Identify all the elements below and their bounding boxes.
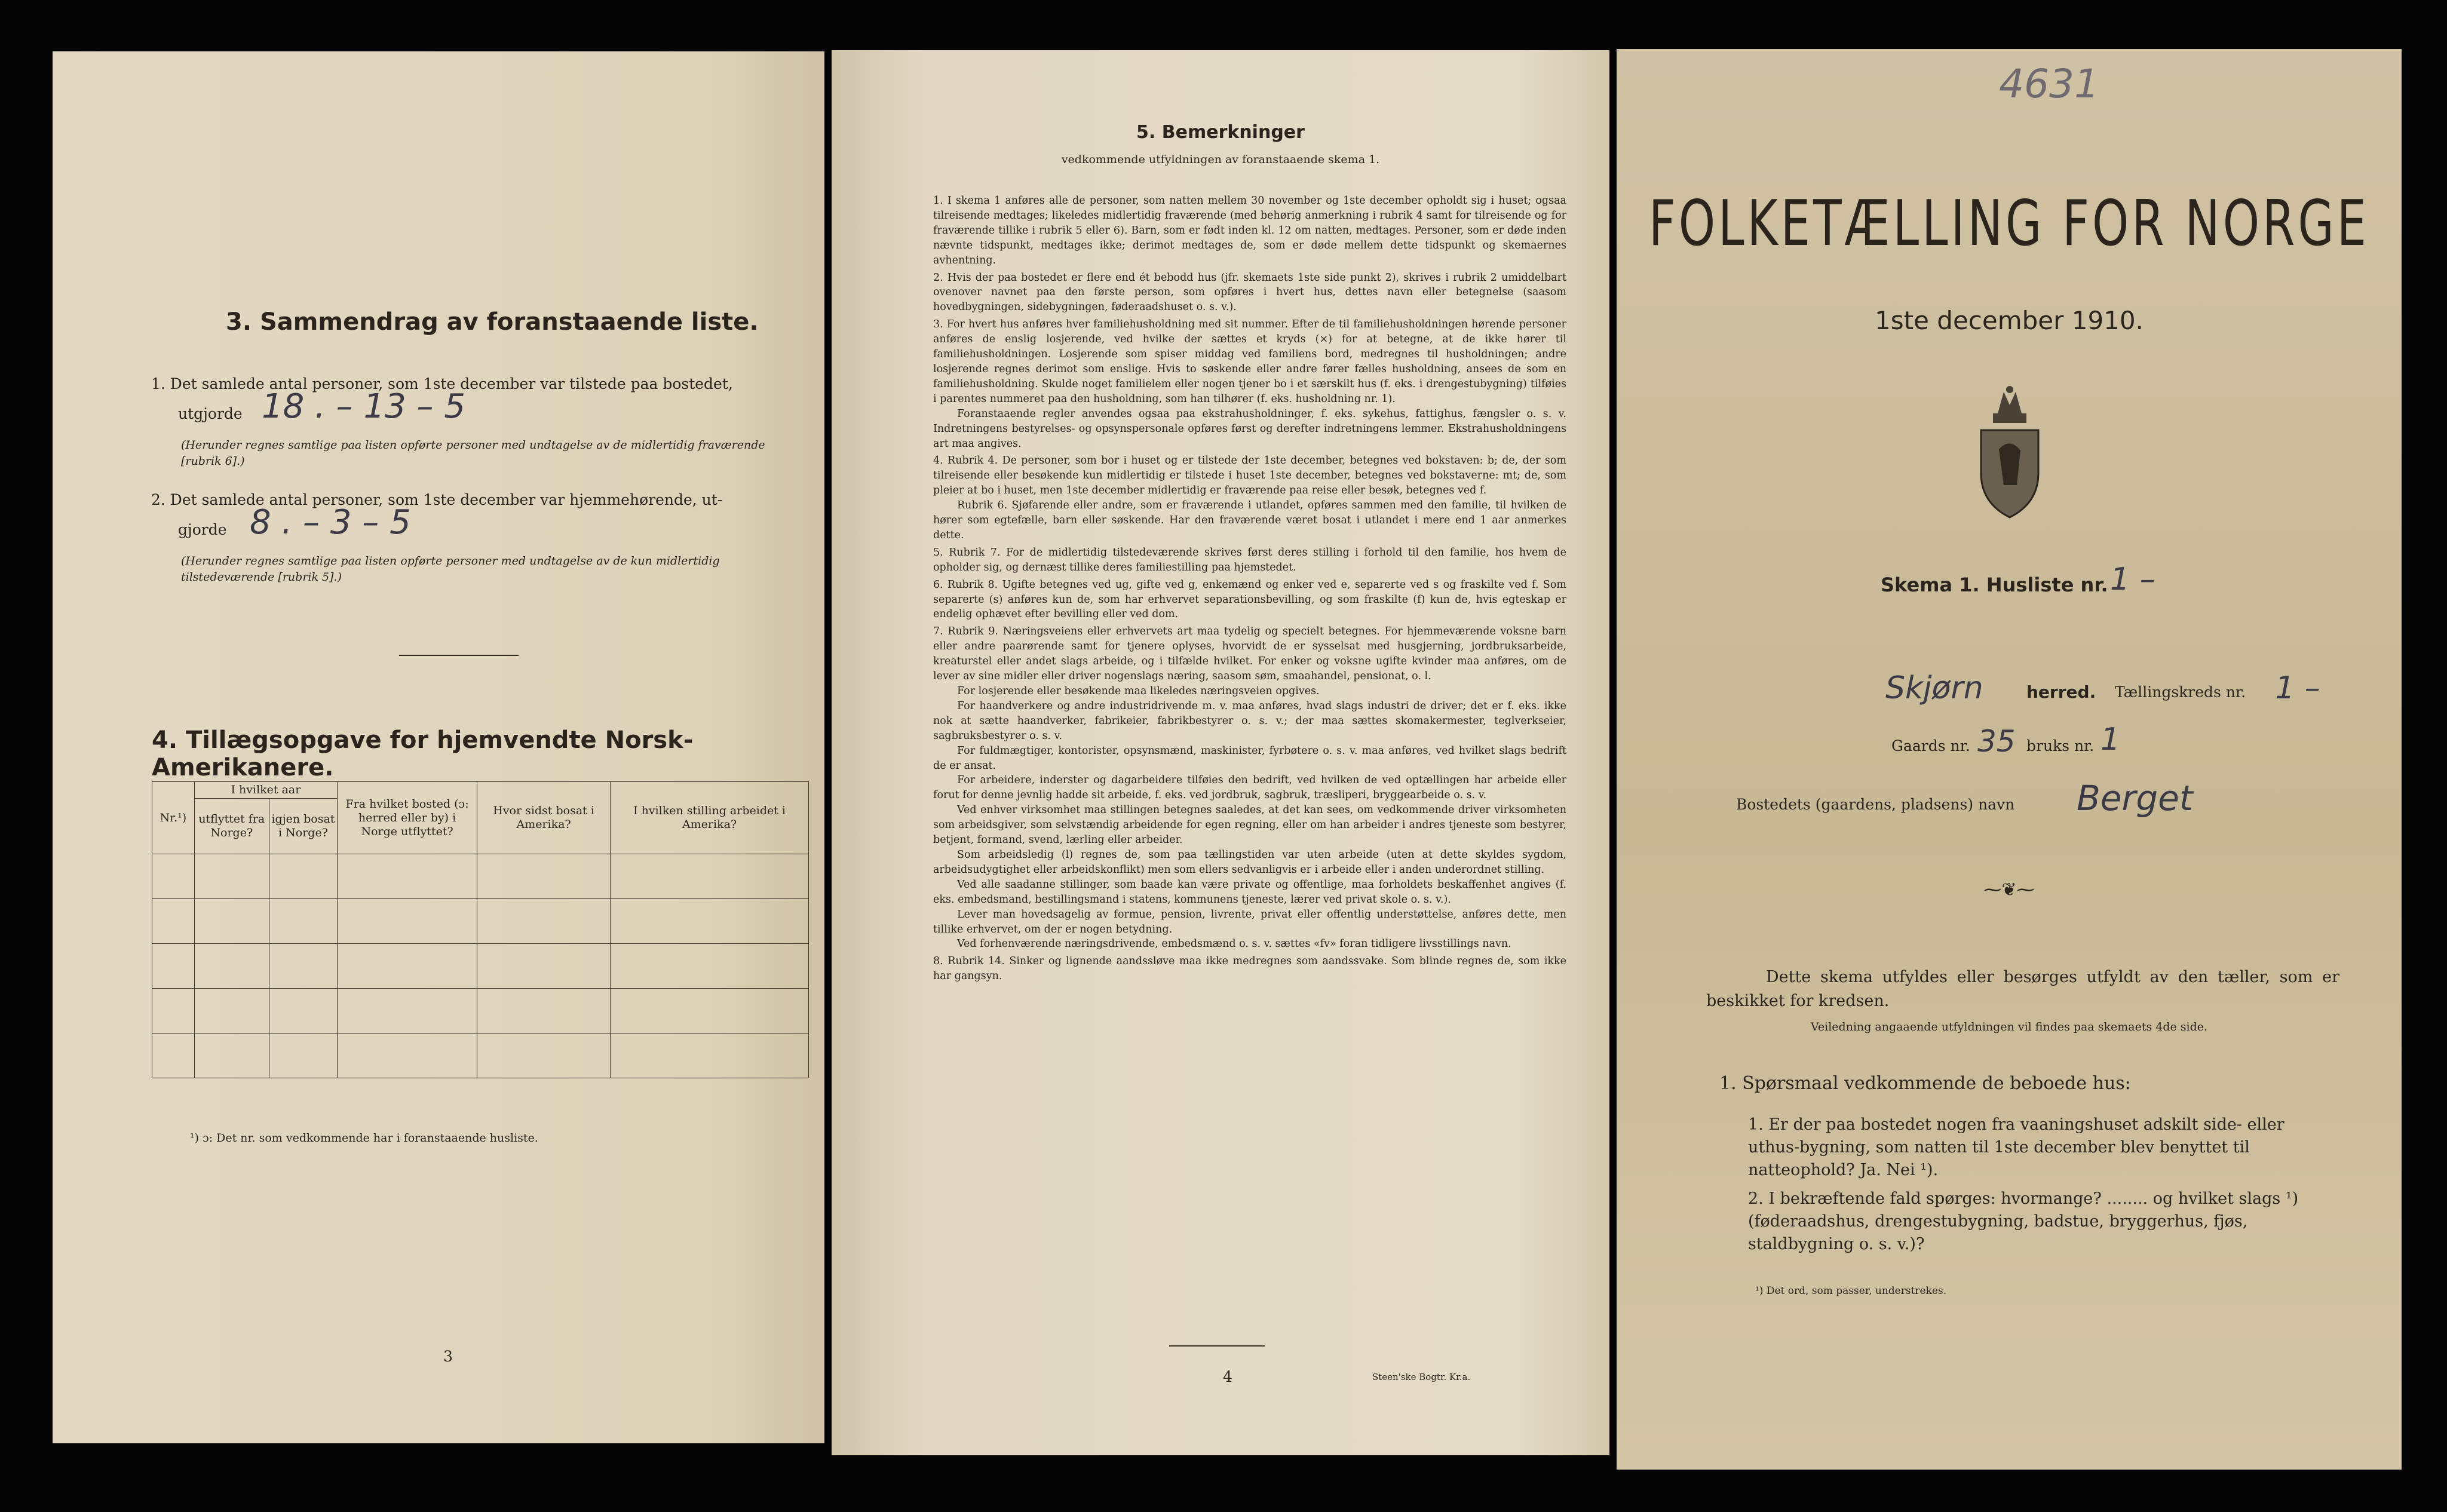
skema-label: Skema 1. Husliste nr. [1881, 573, 2108, 596]
remark-paragraph: For losjerende eller besøkende maa likeledes næringsveien opgives. [957, 685, 1320, 697]
bosted-label: Bostedets (gaardens, pladsens) navn [1736, 796, 2015, 813]
remarks-text [933, 191, 1566, 984]
question-2: 2. I bekræftende fald spørges: hvormange? ........ og hvilket slags ¹) (føderaadshus, drengestubygning, badstue, bryggerhus, fjøs, staldbygning o. s. v.)? [1748, 1189, 2299, 1253]
bruks-label: bruks nr. [2026, 737, 2095, 755]
questions-title: 1. Spørsmaal vedkommende de beboede hus: [1719, 1073, 2131, 1094]
divider [399, 655, 519, 656]
ornament-icon: ⁓❦⁓ [1983, 879, 2035, 900]
table-row [152, 899, 809, 944]
item-2-value: 8 . – 3 – 5 [250, 503, 411, 542]
cover-page [1617, 49, 2402, 1470]
table-row [152, 989, 809, 1033]
page-3 [53, 51, 824, 1443]
col-fra-header: Fra hvilket bosted (ɔ: herred eller by) i Norge utflyttet? [338, 782, 477, 854]
remark-paragraph: For fuldmægtiger, kontorister, opsynsmænd, maskinister, fyrbøtere o. s. v. maa anføres, ved hvilket slags bedrift de er ansat. [933, 744, 1566, 772]
gaards-label: Gaards nr. [1891, 737, 1970, 755]
item-1-text: 1. Det samlede antal personer, som 1ste december var tilstede paa bostedet, [151, 375, 733, 392]
col-nr-header: Nr.¹) [152, 782, 195, 854]
item-1-note: (Herunder regnes samtlige paa listen opførte personer med undtagelse av de midlertidig fraværende [rubrik 6].) [181, 438, 765, 468]
printer-imprint: Steen'ske Bogtr. Kr.a. [1372, 1372, 1471, 1382]
bosted-value: Berget [2077, 778, 2193, 818]
item-1-prefix: utgjorde [178, 405, 243, 422]
item-2-prefix: gjorde [178, 521, 227, 538]
remark-paragraph: 6. Rubrik 8. Ugifte betegnes ved ug, gifte ved g, enkemænd og enker ved e, separerte ved s og fraskilte ved f. Som separerte (s) anføres kun de, som har erhvervet separationsbevilling, og som fraskilte (f) kun de, hvis egteskap er endelig ophævet efter bevilling eller ved dom. [933, 578, 1566, 621]
item-1-value: 18 . – 13 – 5 [262, 387, 465, 426]
cover-intro-note: Veiledning angaaende utfyldningen vil findes paa skemaets 4de side. [1810, 1020, 2208, 1033]
herred-label: herred. [2026, 682, 2096, 702]
remark-paragraph: 3. For hvert hus anføres hver familiehusholdning med sit nummer. Efter de til familiehusholdningen hørende personer anføres de enslig losjerende, ved hvilke der sættes et kryds (×) for at betegne, at de ikke hører til familiehusholdningen. Losjerende som spiser middag ved familiens bord, medregnes til husholdningen; andre losjerende regnes derimot som enslige. Hvis to søskende eller andre fører fælles husholdning, ansees de som en familiehusholdning. Skulde noget familielem eller nogen tjener bo i et særskilt hus (f. eks. i drengestubygning) tilføies i parentes nummeret paa den husholdning, som han tilhører (f. eks. husholdning nr. 1). [933, 318, 1566, 405]
remark-paragraph: Foranstaaende regler anvendes ogsaa paa ekstrahusholdninger, f. eks. sykehus, fattighus, fængsler o. s. v. Indretningens bestyrelses- og opsynspersonale opføres først og derefter indretningens lemmer. Ekstrahusholdningens art maa angives. [933, 407, 1566, 450]
bruks-value: 1 [2101, 722, 2121, 757]
section-3-title: 3. Sammendrag av foranstaaende liste. [226, 308, 759, 336]
bemerkninger-title: 5. Bemerkninger [1136, 122, 1305, 143]
section-4-title: 4. Tillægsopgave for hjemvendte Norsk-Amerikanere. [152, 726, 694, 781]
remark-paragraph: Rubrik 6. Sjøfarende eller andre, som er fraværende i utlandet, opføres sammen med den familie, til hvilken de hører som egtefælle, barn eller søskende. Har den fraværende været bosat i utlandet i mere end 1 aar anmerkes dette. [933, 499, 1566, 541]
remark-paragraph: 1. I skema 1 anføres alle de personer, som natten mellem 30 november og 1ste december opholdt sig i huset; ogsaa tilreisende medtages; likeledes midlertidig fraværende (med behørig anmerkning i rubrik 4 samt for tilreisende og for fraværende tillike i rubrik 5 eller 6). Barn, som er født inden kl. 12 om natten, medtages. Personer, som er døde inden nævnte tidspunkt, medtages ikke; derimot medtages de, som er døde mellem dette tidspunkt og skemaernes avhentning. [933, 195, 1566, 266]
remark-paragraph: For arbeidere, inderster og dagarbeidere tilføies den bedrift, ved hvilken de ved optællingen har arbeide eller forut for denne jevnlig hadde sit arbeide, f. eks. ved jordbruk, sagbruk, træsliperi, bryggearbeide o. s. v. [933, 774, 1566, 802]
col-stilling-header: I hvilken stilling arbeidet i Amerika? [611, 782, 809, 854]
remark-paragraph: For haandverkere og andre industridrivende m. v. maa anføres, hvad slags industri de driver; det er f. eks. ikke nok at sætte haandverker, fabrikeier, fabrikbestyrer o. s. v.; der maa sættes skomakermester, teglverkseier, sagbruksbestyrer o. s. v. [933, 700, 1566, 742]
table-row [152, 944, 809, 989]
col-group-header: I hvilket aar [194, 782, 337, 799]
cover-date: 1ste december 1910. [1875, 306, 2144, 335]
table-row [152, 854, 809, 899]
divider [1169, 1345, 1265, 1347]
item-2-note: (Herunder regnes samtlige paa listen opførte personer med undtagelse av de kun midlertidig tilstedeværende [rubrik 5].) [181, 554, 720, 584]
col-hvor-header: Hvor sidst bosat i Amerika? [477, 782, 611, 854]
table-row [152, 1033, 809, 1078]
question-1: 1. Er der paa bostedet nogen fra vaaningshuset adskilt side- eller uthus-bygning, som natten til 1ste december blev benyttet til natteophold? Ja. Nei ¹). [1748, 1115, 2285, 1179]
page-number: 3 [443, 1348, 453, 1365]
item-2-text: 2. Det samlede antal personer, som 1ste december var hjemmehørende, ut- [151, 491, 723, 508]
remark-paragraph: Lever man hovedsagelig av formue, pension, livrente, privat eller offentlig understøttelse, anføres dette, men tillike erhvervet, om der er nogen betydning. [933, 908, 1566, 936]
skema-value: 1 – [2110, 562, 2155, 597]
col-utflyttet-header: utflyttet fra Norge? [194, 799, 269, 854]
remark-paragraph: 5. Rubrik 7. For de midlertidig tilstedeværende skrives først deres stilling i forhold til den familie, hos hvem de opholder sig, og dernæst tillike deres familiestilling paa hjemstedet. [933, 546, 1566, 573]
remark-paragraph: Ved forhenværende næringsdrivende, embedsmænd o. s. v. sættes «fv» foran tidligere livsstillings navn. [957, 938, 1511, 950]
bemerkninger-subtitle: vedkommende utfyldningen av foranstaaende skema 1. [1061, 153, 1380, 166]
page-4 [832, 50, 1609, 1455]
col-igjen-header: igjen bosat i Norge? [269, 799, 337, 854]
kreds-label: Tællingskreds nr. [2115, 683, 2246, 701]
remark-paragraph: 7. Rubrik 9. Næringsveiens eller erhvervets art maa tydelig og specielt betegnes. For hjemmeværende voksne barn eller andre paarørende samt for tjenere oplyses, hvorvidt de er sysselsat med husgjerning, jordbruksarbeide, kreaturstel eller andet slags arbeide, og i tilfælde hvilket. For enker og voksne ugifte kvinder maa anføres, om de lever av sine midler eller driver nogenslags næring, saasom søm, smaahandel, pensionat, o. l. [933, 625, 1566, 683]
remark-paragraph: Ved alle saadanne stillinger, som baade kan være private og offentlige, maa forholdets beskaffenhet angives (f. eks. embedsmand, bestillingsmand i statens, kommunens tjeneste, lærer ved privat skole o. s. v.). [933, 878, 1566, 906]
page-number: 4 [1223, 1368, 1232, 1385]
kreds-value: 1 – [2275, 670, 2320, 706]
cover-intro: Dette skema utfyldes eller besørges utfyldt av den tæller, som er beskikket for kredsen. [1706, 968, 2339, 1010]
coat-of-arms-icon [1973, 384, 2047, 521]
remark-paragraph: 4. Rubrik 4. De personer, som bor i huset og er tilstede der 1ste december, betegnes ved bokstaven: b; de, der som tilreisende eller besøkende kun midlertidig er tilstede i huset 1ste december, betegnes ved bokstaverne: mt; de, som pleier at bo i huset, men 1ste december midlertidig er fraværende paa reise eller besøk, betegnes ved f. [933, 455, 1566, 497]
cover-footnote: ¹) Det ord, som passer, understrekes. [1755, 1285, 1947, 1297]
gaards-value: 35 [1977, 724, 2016, 759]
remark-paragraph: 2. Hvis der paa bostedet er flere end ét bebodd hus (jfr. skemaets 1ste side punkt 2), skrives i rubrik 2 umiddelbart ovenover navnet paa den første person, som opføres i hvert hus, dettes navn eller betegnelse (saasom hovedbygningen, sidebygningen, føderaadshuset o. s. v.). [933, 271, 1566, 314]
remark-paragraph: Ved enhver virksomhet maa stillingen betegnes saaledes, at det kan sees, om vedkommende driver virksomheten som arbeidsgiver, som selvstændig arbeidende for egen regning, eller om han arbeider i andres tjeneste som bestyrer, betjent, formand, svend, lærling eller arbeider. [933, 804, 1566, 847]
remark-paragraph: 8. Rubrik 14. Sinker og lignende aandssløve maa ikke medregnes som aandssvake. Som blinde regnes de, som ikke har gangsyn. [933, 955, 1566, 983]
cover-title: FOLKETÆLLING FOR NORGE [1648, 188, 2370, 260]
norsk-amerikanere-table [152, 781, 809, 1078]
page-3-footnote: ¹) ɔ: Det nr. som vedkommende har i foranstaaende husliste. [190, 1131, 538, 1145]
herred-value: Skjørn [1885, 670, 1983, 706]
remark-paragraph: Som arbeidsledig (l) regnes de, som paa tællingstiden var uten arbeide (uten at dette skyldes sygdom, arbeidsudygtighet eller arbeidskonflikt) men som ellers sedvanligvis er i arbeide eller i anden underordnet stilling. [933, 848, 1566, 876]
archive-number: 4631 [1999, 61, 2099, 107]
